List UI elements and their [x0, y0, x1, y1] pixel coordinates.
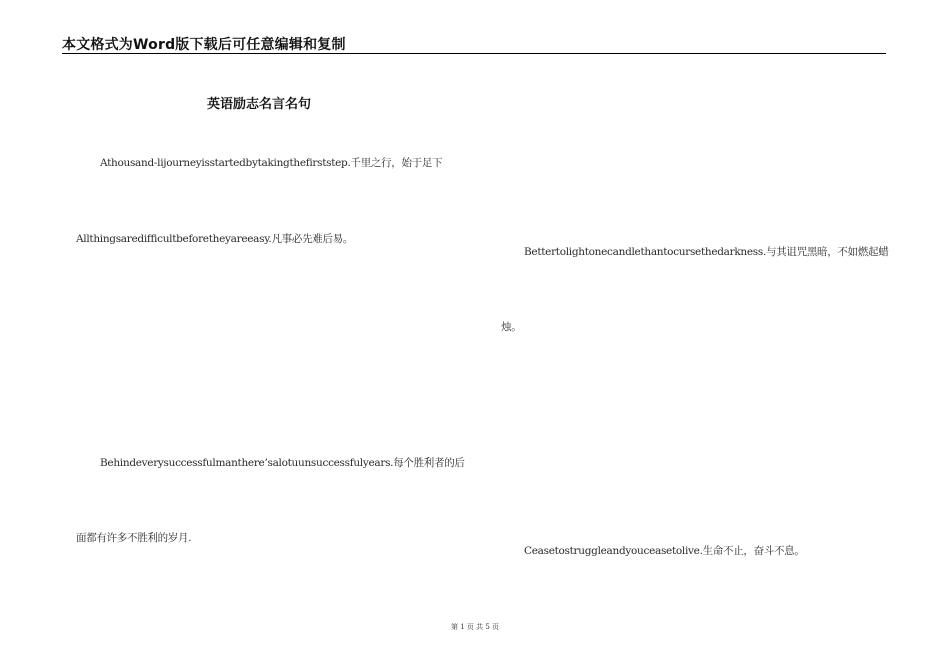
quote-line-4: Behindeverysuccessfulmanthere’salotuunsuccessfulyears.每个胜利者的后	[100, 457, 465, 469]
quote-line-5: Ceasetostruggleandyouceasetolive.生命不止，奋斗不息。	[524, 545, 805, 557]
header-divider	[62, 53, 886, 54]
page-number: 第 1 页 共 5 页	[450, 623, 500, 631]
document-header: 本文格式为Word版下载后可任意编辑和复制	[62, 37, 346, 53]
document-title: 英语励志名言名句	[207, 97, 312, 112]
quote-line-4-continuation: 面都有许多不胜利的岁月.	[76, 532, 192, 544]
quote-line-3-continuation: 烛。	[501, 321, 522, 333]
quote-line-2: Allthingsaredifficultbeforetheyareeasy.凡事必先难后易。	[76, 233, 354, 245]
quote-line-1: Athousand-lijourneyisstartedbytakingthefirststep.千里之行，始于足下	[100, 157, 443, 169]
quote-line-3: Bettertolightonecandlethantocursethedarkness.与其诅咒黑暗，不如燃起蜡	[524, 246, 889, 258]
